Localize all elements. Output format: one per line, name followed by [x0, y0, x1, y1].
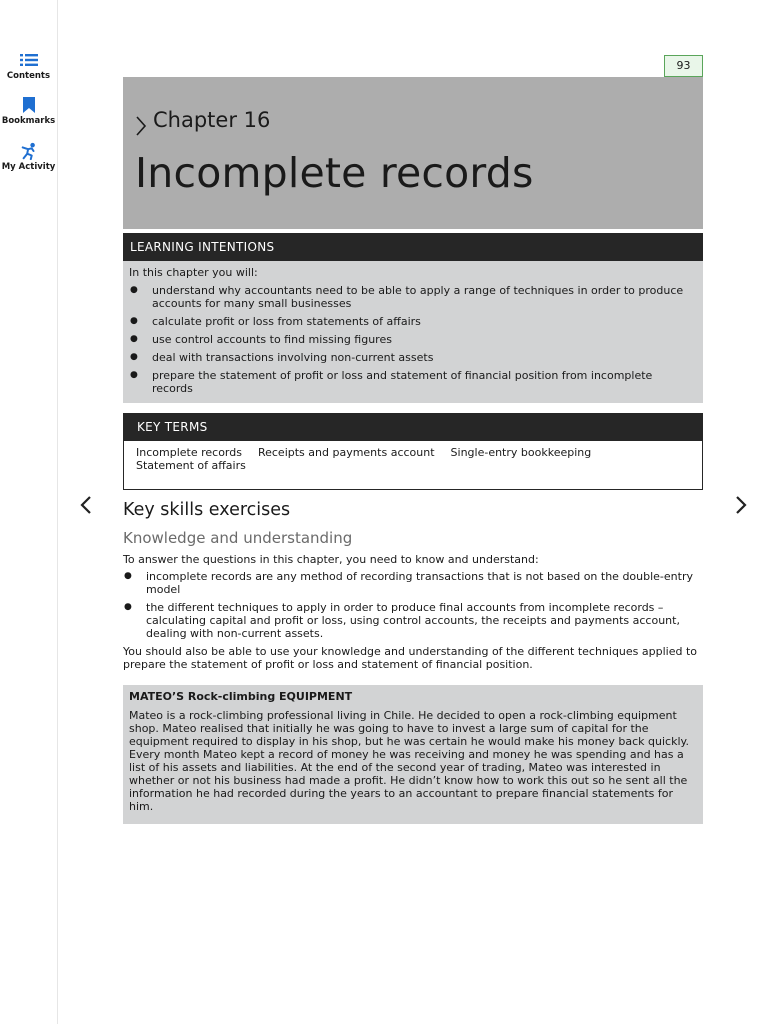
learning-intentions-heading: LEARNING INTENTIONS	[123, 233, 703, 261]
key-skills-intro: To answer the questions in this chapter, you need to know and understand:	[123, 553, 539, 566]
key-term[interactable]: Statement of affairs	[136, 459, 246, 472]
case-study-box	[123, 685, 703, 824]
section-title: Key skills exercises	[123, 500, 291, 520]
key-skills-body	[123, 553, 703, 675]
key-skills-list	[123, 570, 703, 640]
key-terms-list	[124, 441, 702, 472]
chevron-right-icon	[135, 115, 147, 137]
activity-icon	[19, 142, 39, 160]
chapter-title: Incomplete records	[135, 149, 534, 197]
key-term[interactable]: Incomplete records	[136, 446, 242, 459]
key-term[interactable]: Single-entry bookkeeping	[450, 446, 592, 459]
list-item: ● use control accounts to find missing figures	[129, 333, 691, 346]
key-skills-outro: You should also be able to use your knowledge and understanding of the different techniques applied to prepare the statement of profit or loss and statement of financial position.	[123, 645, 697, 671]
list-item: ● deal with transactions involving non-current assets	[129, 351, 691, 364]
list-icon	[19, 51, 39, 69]
chapter-label: Chapter 16	[153, 108, 271, 132]
bookmark-icon	[22, 96, 36, 114]
page-number-badge: 93	[664, 55, 703, 77]
previous-page-chevron-icon[interactable]	[76, 493, 96, 517]
list-item: ● incomplete records are any method of recording transactions that is not based on the double-entry model	[123, 570, 703, 596]
sidebar	[0, 0, 58, 1024]
case-study-text: Mateo is a rock-climbing professional living in Chile. He decided to open a rock-climbing equipment shop. Mateo realised that initially he was going to have to invest a large sum of capital for the equipment required to display in his shop, but he was certain he would make his money back quickly. Every month Mateo kept a record of money he was receiving and money he was spending and has a list of his assets and liabilities. At the end of the second year of trading, Mateo was interested in whether or not his business had made a profit. He didn’t know how to work this out so he sent all the information he had recorded during the years to an accountant to prepare financial statements for him.	[129, 709, 689, 813]
sidebar-item-bookmarks[interactable]	[0, 96, 57, 126]
list-item: ● prepare the statement of profit or loss and statement of financial position from incomplete records	[129, 369, 691, 395]
key-term[interactable]: Receipts and payments account	[257, 446, 435, 459]
list-item: ● the different techniques to apply in order to produce final accounts from incomplete records – calculating capital and profit or loss, using control accounts, the receipts and payments account, dealing with non-current assets.	[123, 601, 703, 640]
learning-intentions-box	[123, 261, 703, 403]
learning-intentions-intro: In this chapter you will:	[129, 266, 258, 279]
case-study-title: MATEO’S Rock-climbing EQUIPMENT	[129, 690, 353, 703]
sidebar-item-contents[interactable]	[0, 51, 57, 81]
next-page-chevron-icon[interactable]	[731, 493, 751, 517]
sidebar-item-label: Bookmarks	[1, 116, 56, 126]
list-item: ● understand why accountants need to be able to apply a range of techniques in order to produce accounts for many small businesses	[129, 284, 691, 310]
sidebar-item-my-activity[interactable]	[0, 142, 57, 172]
key-terms-heading: KEY TERMS	[124, 414, 702, 441]
section-subtitle: Knowledge and understanding	[123, 529, 353, 547]
list-item: ● calculate profit or loss from statements of affairs	[129, 315, 691, 328]
learning-intentions-list	[129, 284, 691, 395]
key-terms-box	[123, 413, 703, 490]
sidebar-item-label: My Activity	[1, 162, 56, 172]
sidebar-item-label: Contents	[6, 71, 51, 81]
chapter-header	[123, 77, 703, 229]
